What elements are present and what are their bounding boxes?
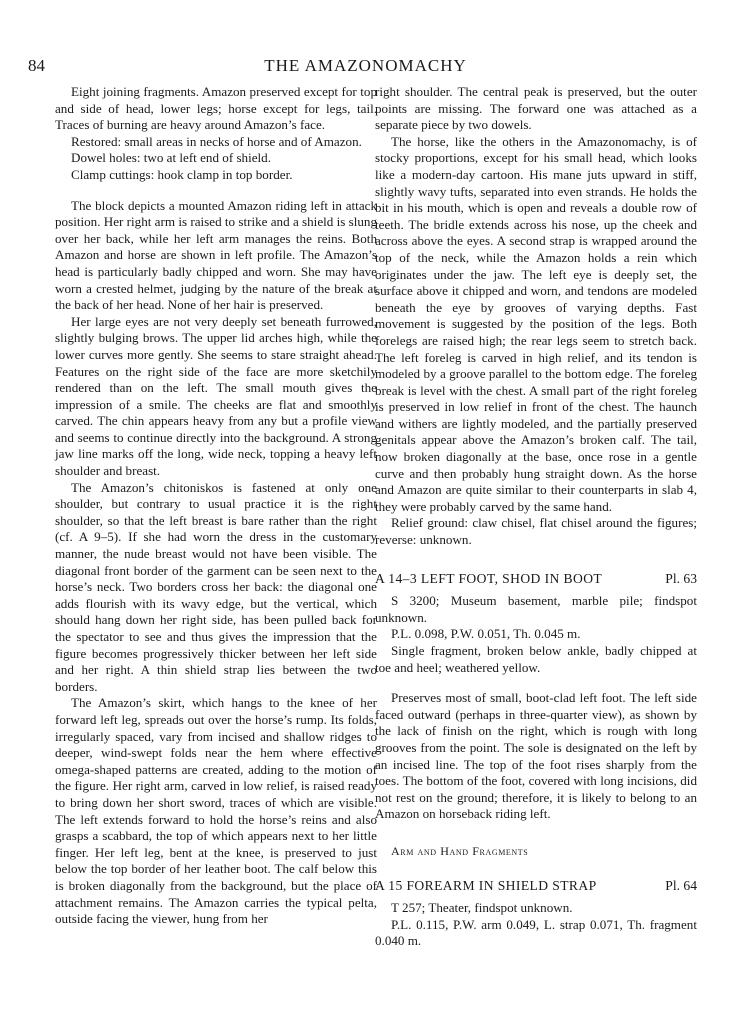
catalog-entry-title: A 15 FOREARM IN SHIELD STRAP (375, 877, 597, 893)
body-paragraph: right shoulder. The central peak is preserved, but the outer points are missing. The forward one was attached as a separate piece by two dowels. (375, 84, 697, 133)
plate-reference: Pl. 64 (665, 877, 697, 893)
left-column (55, 84, 377, 928)
body-paragraph: Relief ground: claw chisel, flat chisel around the figures; reverse: unknown. (375, 515, 697, 548)
running-title: THE AMAZONOMACHY (264, 56, 467, 75)
catalog-entry-title: A 14–3 LEFT FOOT, SHOD IN BOOT (375, 570, 603, 586)
section-heading: Arm and Hand Fragments (391, 843, 529, 858)
catalog-meta: S 3200; Museum basement, marble pile; findspot unknown. (375, 593, 697, 625)
intro-paragraph: Eight joining fragments. Amazon preserved except for top and side of head, lower legs; horse except for legs, tail. Traces of burning are heavy around Amazon’s face. (55, 84, 377, 133)
intro-paragraph: Dowel holes: two at left end of shield. (71, 150, 271, 166)
body-paragraph: Her large eyes are not very deeply set beneath furrowed, slightly bulging brows. The upper lid arches high, while the lower curves more gently. She seems to stare straight ahead. Features on the right side of the face are more sketchily rendered than on the left. The small mouth gives the impression of a smile. The cheeks are flat and smoothly carved. The chin appears heavy from any but a profile view and seems to continue directly into the background. A strong jaw line marks off the long, wide neck, topping a heavy left shoulder and breast. (55, 313, 377, 479)
catalog-meta: T 257; Theater, findspot unknown. (391, 900, 573, 916)
body-paragraph: The horse, like the others in the Amazonomachy, is of stocky proportions, except for his small head, which looks like a modern-day cartoon. His mane juts upward in stiff, slightly wavy tufts, separated into even strands. He holds the bit in his mouth, which is open and reveals a double row of teeth. The bridle extends across his nose, up the cheek and across above the eyes. A second strap is wrapped around the top of the neck, while the Amazon holds a rein which originates under the jaw. The left eye is deeply set, the surface above it chipped and worn, and tendons are modeled beneath the eye by grooves of varying depths. Fast movement is suggested by the position of the legs. Both forelegs are raised high; the rear legs seem to stretch back. The left foreleg is carved in high relief, and its tendon is modeled by a groove parallel to the bottom edge. The foreleg break is level with the chest. A small part of the right foreleg is preserved in low relief in front of the chest. The haunch and withers are lightly modeled, and the partially preserved genitals appear above the Amazon’s broken calf. The tail, now broken diagonally at the base, once rose in a gentle curve and then probably hung straight down. As the horse and Amazon are quite similar to their counterparts in slab 4, they were probably carved by the same hand. (375, 133, 697, 514)
plate-reference: Pl. 63 (665, 570, 697, 586)
intro-paragraph: Restored: small areas in necks of horse and of Amazon. (71, 133, 362, 149)
catalog-entry-heading (375, 571, 697, 588)
page-number: 84 (28, 56, 45, 75)
catalog-meta: Single fragment, broken below ankle, badly chipped at toe and heel; weathered yellow. (375, 643, 697, 675)
catalog-description: Preserves most of small, boot-clad left foot. The left side faced outward (perhaps in three-quarter view), as shown by the lack of finish on the right, which is rough with long grooves from the point. The sole is designated on the left by an incised line. The top of the foot rises sharply from the toes. The bottom of the foot, covered with long incisions, did not rest on the ground; therefore, it is likely to belong to an Amazon on horseback riding left. (375, 690, 697, 822)
catalog-meta: P.L. 0.115, P.W. arm 0.049, L. strap 0.071, Th. fragment 0.040 m. (375, 916, 697, 949)
body-paragraph: The block depicts a mounted Amazon riding left in attack position. Her right arm is raised to strike and a shield is slung over her back, while her left arm manages the reins. Both Amazon and horse are shown in left profile. The Amazon’s head is particularly badly chipped and worn. She may have worn a crested helmet, judging by the nature of the break at the back of her head. None of her hair is preserved. (55, 197, 377, 313)
catalog-entry-heading (375, 878, 697, 895)
body-paragraph: The Amazon’s chitoniskos is fastened at only one shoulder, but contrary to usual practice it is the right shoulder, so that the left breast is bare rather than the right (cf. A 9–5). If she had worn the dress in the customary manner, the nude breast would not have been visible. The diagonal front border of the garment can be seen next to the horse’s neck. Two borders cross her back: the diagonal one adds flourish with its wavy edge, but the vertical, which should hang down her right side, has been pulled back for the spectator to see and thus gives the impression that the figure becomes progressively thicker between her left side and her right. A thin shield strap lies between the two borders. (55, 479, 377, 694)
intro-paragraph: Clamp cuttings: hook clamp in top border. (71, 166, 293, 182)
catalog-meta: P.L. 0.098, P.W. 0.051, Th. 0.045 m. (391, 626, 581, 642)
right-column (375, 84, 697, 950)
body-paragraph: The Amazon’s skirt, which hangs to the knee of her forward left leg, spreads out over the horse’s rump. Its folds, irregularly spaced, vary from incised and shallow ridges to deeper, wind-swept folds near the hem where effective omega-shaped patterns are created, adding to the motion of the figure. Her right arm, carved in low relief, is raised ready to bring down her short sword, traces of which are visible. The left extends forward to hold the horse’s reins and also grasps a scabbard, the top of which appears next to her little finger. Her left leg, bent at the knee, is preserved to just below the top border of her leather boot. The calf below this is broken diagonally from the background, but the place of attachment remains. The Amazon carries the typical pelta, outside facing the viewer, hung from her (55, 695, 377, 927)
